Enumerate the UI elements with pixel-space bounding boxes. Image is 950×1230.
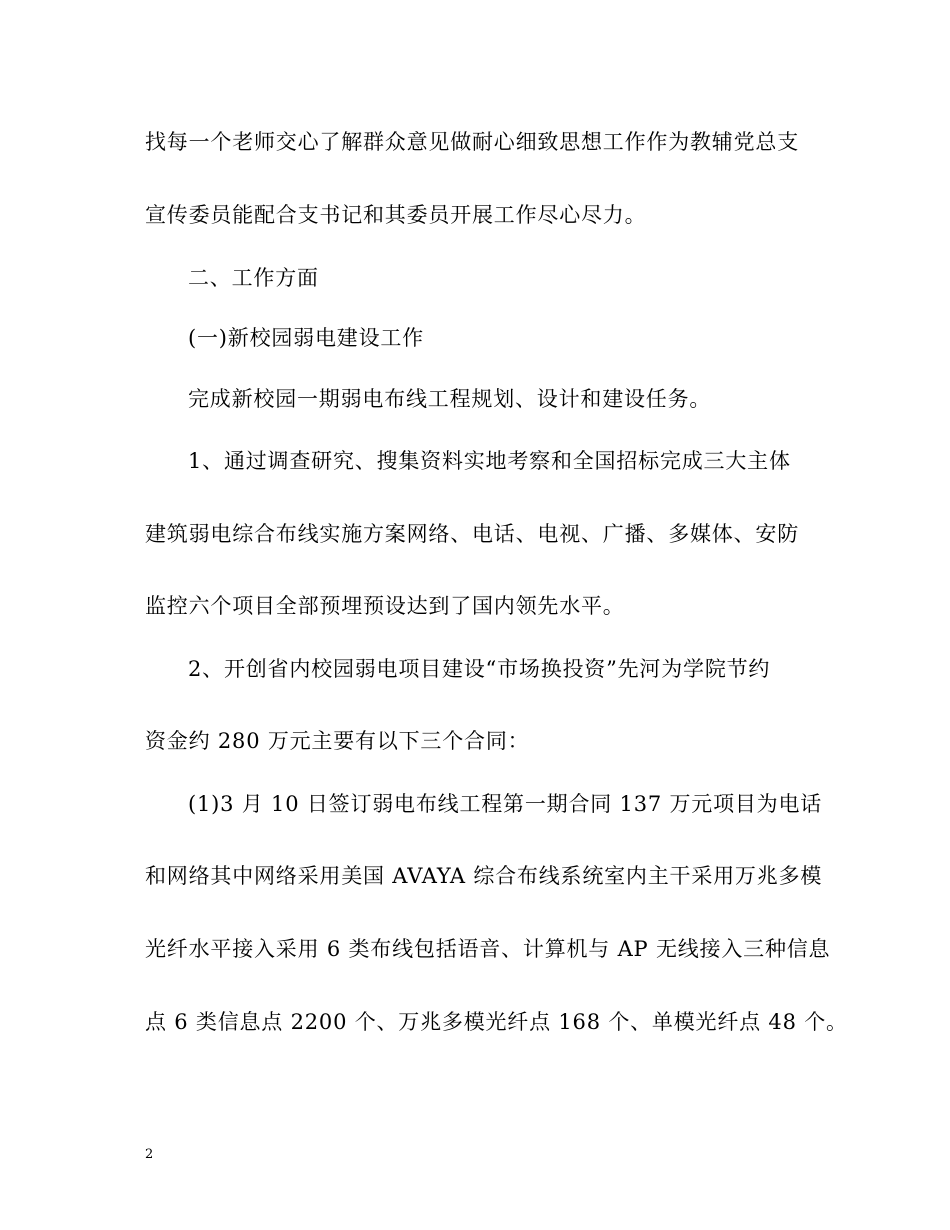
sub-item-text: 和网络其中网络采用美国 AVAYA 综合布线系统室内主干采用万兆多模 <box>145 864 823 888</box>
body-text-line: 找每一个老师交心了解群众意见做耐心细致思想工作作为教辅党总支 <box>145 130 799 154</box>
list-item-text: 2、开创省内校园弱电项目建设“市场换投资”先河为学院节约 <box>188 657 771 681</box>
list-item-text: 建筑弱电综合布线实施方案网络、电话、电视、广播、多媒体、安防 <box>145 522 799 546</box>
body-text-line: 完成新校园一期弱电布线工程规划、设计和建设任务。 <box>188 387 712 411</box>
page-number: 2 <box>145 1147 154 1162</box>
sub-item-text: 点 6 类信息点 2200 个、万兆多模光纤点 168 个、单模光纤点 48 个。 <box>145 1010 848 1034</box>
sub-item-text: 光纤水平接入采用 6 类布线包括语音、计算机与 AP 无线接入三种信息 <box>145 937 831 961</box>
list-item-text: 监控六个项目全部预埋预设达到了国内领先水平。 <box>145 594 625 618</box>
subsection-heading: (一)新校园弱电建设工作 <box>188 326 424 350</box>
list-item-text: 资金约 280 万元主要有以下三个合同： <box>145 729 530 753</box>
list-item-text: 1、通过调查研究、搜集资料实地考察和全国招标完成三大主体 <box>188 449 791 473</box>
section-heading: 二、工作方面 <box>188 266 319 290</box>
body-text-line: 宣传委员能配合支书记和其委员开展工作尽心尽力。 <box>145 203 647 227</box>
sub-item-text: (1)3 月 10 日签订弱电布线工程第一期合同 137 万元项目为电话 <box>188 792 823 816</box>
